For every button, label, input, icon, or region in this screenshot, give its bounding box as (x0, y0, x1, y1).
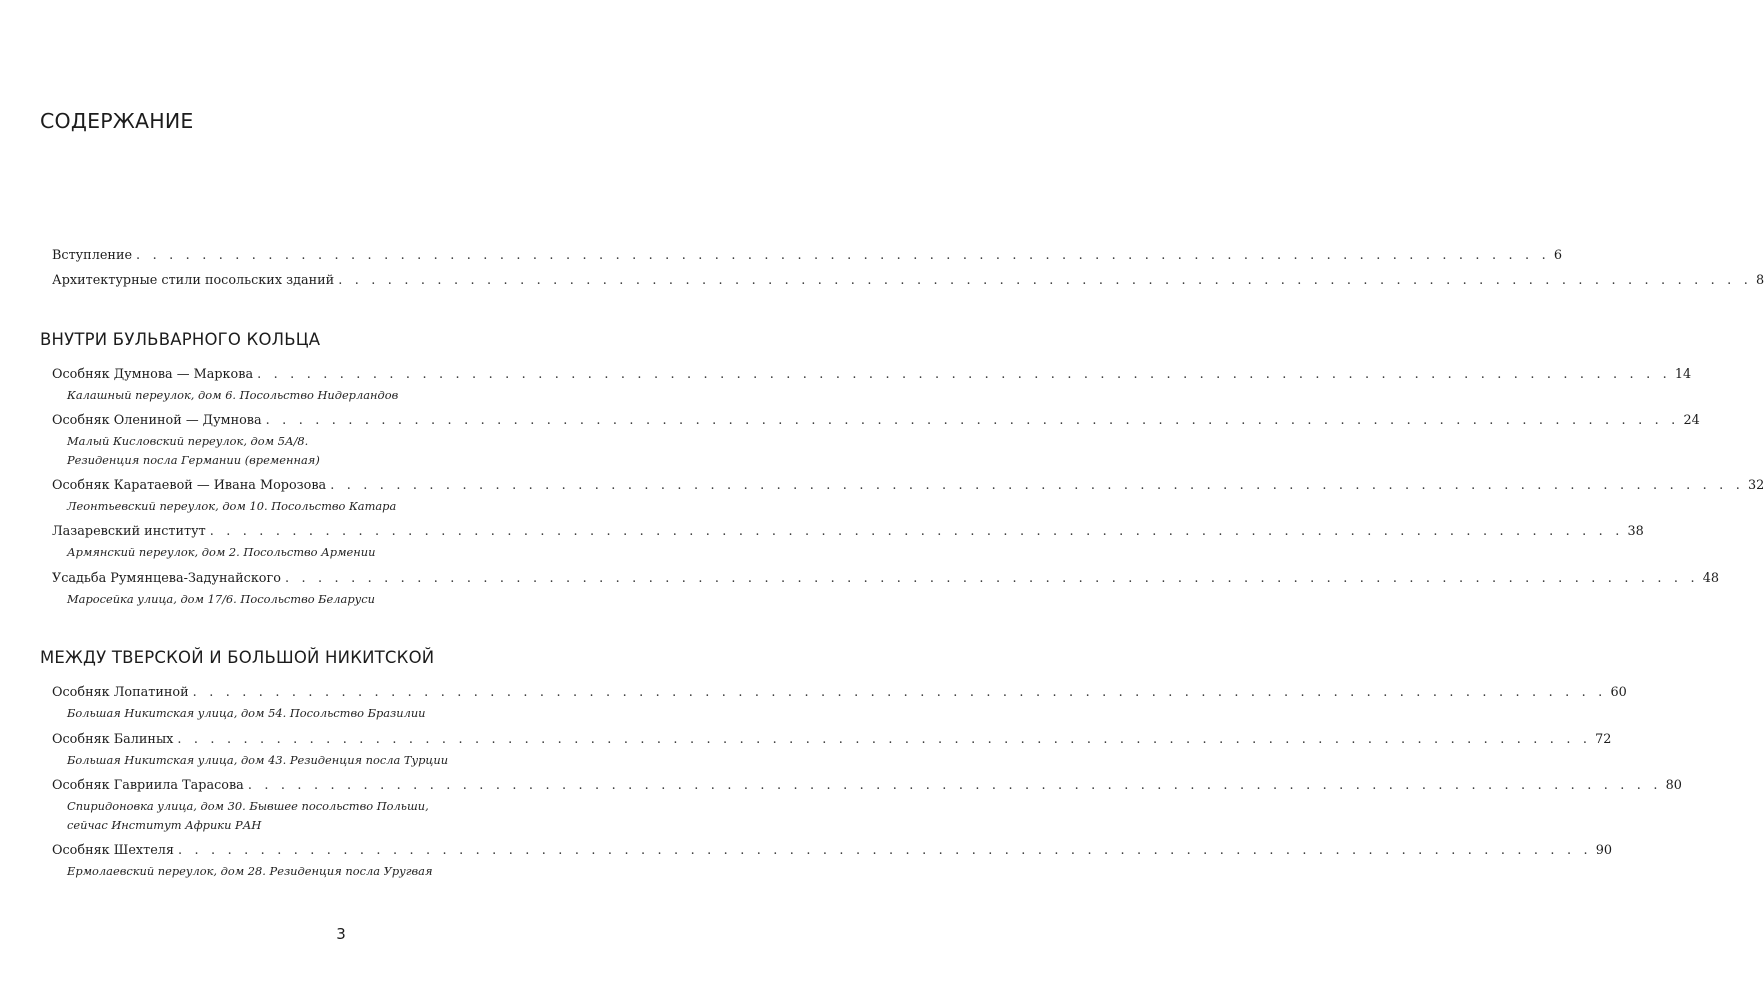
toc-entry-page: 72 (1595, 732, 1612, 747)
toc-leader-dots: . . . . . . . . . . . . . . . . . . . . . . . . . . . . . . . . . . . . . . . . . . . . . . . . . . . . . . . . . . . . . . . . . . . . . . . . . . . . . . . . . . . . . . (136, 248, 1550, 263)
toc-entry[interactable] (52, 524, 1644, 542)
toc-entry-title: Особняк Шехтеля (52, 843, 174, 858)
toc-entry[interactable] (52, 732, 1612, 750)
section-heading: МЕЖДУ ТВЕРСКОЙ И БОЛЬШОЙ НИКИТСКОЙ (40, 648, 435, 667)
page-title: СОДЕРЖАНИЕ (40, 109, 194, 133)
toc-entry-page: 48 (1702, 571, 1720, 586)
toc-entry-title: Особняк Каратаевой — Ивана Морозова (52, 478, 327, 493)
toc-entry-title: Особняк Лопатиной (52, 685, 189, 700)
toc-entry-page: 38 (1627, 524, 1644, 539)
page-number: 3 (336, 925, 346, 943)
toc-entry-title: Лазаревский институт (52, 524, 206, 539)
toc-leader-dots: . . . . . . . . . . . . . . . . . . . . . . . . . . . . . . . . . . . . . . . . . . . . . . . . . . . . . . . . . . . . . . . . . . . . . . . . . . . . . . . . . . . . . . (284, 571, 1699, 586)
toc-entry-title: Особняк Думнова — Маркова (52, 367, 254, 382)
toc-entry-subtitle: Большая Никитская улица, дом 54. Посольство Бразилии (67, 706, 426, 720)
toc-entry-subtitle: Большая Никитская улица, дом 43. Резиденция посла Турции (67, 753, 449, 767)
toc-leader-dots: . . . . . . . . . . . . . . . . . . . . . . . . . . . . . . . . . . . . . . . . . . . . . . . . . . . . . . . . . . . . . . . . . . . . . . . . . . . . . . . . . . . . . . (338, 273, 1752, 288)
toc-entry-title: Особняк Гавриила Тарасова (52, 778, 244, 793)
toc-entry-page: 90 (1595, 843, 1613, 858)
toc-entry-subtitle: Резиденция посла Германии (временная) (67, 453, 320, 467)
toc-entry-title: Особняк Олениной — Думнова (52, 413, 262, 428)
toc-entry-page: 14 (1674, 367, 1692, 382)
toc-leader-dots: . . . . . . . . . . . . . . . . . . . . . . . . . . . . . . . . . . . . . . . . . . . . . . . . . . . . . . . . . . . . . . . . . . . . . . . . . . . . . . . . . . . . . . (209, 524, 1624, 539)
toc-entry-intro[interactable] (52, 248, 1562, 266)
toc-entry-page: 80 (1665, 778, 1682, 793)
toc-entry-styles[interactable] (52, 273, 1764, 291)
toc-entry-subtitle: Калашный переулок, дом 6. Посольство Нидерландов (67, 388, 399, 402)
toc-leader-dots: . . . . . . . . . . . . . . . . . . . . . . . . . . . . . . . . . . . . . . . . . . . . . . . . . . . . . . . . . . . . . . . . . . . . . . . . . . . . . . . . . . . . . . (330, 478, 1744, 493)
toc-entry[interactable] (52, 478, 1764, 496)
toc-entry-subtitle: Спиридоновка улица, дом 30. Бывшее посольство Польши, (67, 799, 429, 813)
toc-entry-subtitle: Малый Кисловский переулок, дом 5А/8. (67, 434, 309, 448)
toc-entry-title: Архитектурные стили посольских зданий (52, 273, 335, 288)
toc-entry[interactable] (52, 367, 1692, 385)
toc-entry-subtitle: Маросейка улица, дом 17/6. Посольство Беларуси (67, 592, 375, 606)
toc-entry-page: 24 (1683, 413, 1700, 428)
toc-entry-subtitle: Армянский переулок, дом 2. Посольство Армении (67, 545, 376, 559)
toc-entry-subtitle: Ермолаевский переулок, дом 28. Резиденция посла Уругвая (67, 864, 433, 878)
section-heading: ВНУТРИ БУЛЬВАРНОГО КОЛЬЦА (40, 330, 321, 349)
toc-entry-page: 8 (1756, 273, 1764, 288)
toc-entry-page: 60 (1610, 685, 1627, 700)
toc-entry-title: Усадьба Румянцева-Задунайского (52, 571, 281, 586)
toc-leader-dots: . . . . . . . . . . . . . . . . . . . . . . . . . . . . . . . . . . . . . . . . . . . . . . . . . . . . . . . . . . . . . . . . . . . . . . . . . . . . . . . . . . . . . . (192, 685, 1607, 700)
toc-leader-dots: . . . . . . . . . . . . . . . . . . . . . . . . . . . . . . . . . . . . . . . . . . . . . . . . . . . . . . . . . . . . . . . . . . . . . . . . . . . . . . . . . . . . . . (265, 413, 1680, 428)
toc-entry-title: Особняк Балиных (52, 732, 174, 747)
toc-entry[interactable] (52, 571, 1720, 589)
toc-entry[interactable] (52, 413, 1700, 431)
toc-entry[interactable] (52, 778, 1682, 796)
toc-leader-dots: . . . . . . . . . . . . . . . . . . . . . . . . . . . . . . . . . . . . . . . . . . . . . . . . . . . . . . . . . . . . . . . . . . . . . . . . . . . . . . . . . . . . . . (257, 367, 1671, 382)
toc-entry-page: 6 (1553, 248, 1562, 263)
toc-leader-dots: . . . . . . . . . . . . . . . . . . . . . . . . . . . . . . . . . . . . . . . . . . . . . . . . . . . . . . . . . . . . . . . . . . . . . . . . . . . . . . . . . . . . . . (247, 778, 1662, 793)
toc-entry-subtitle: Леонтьевский переулок, дом 10. Посольство Катара (67, 499, 397, 513)
toc-entry-subtitle: сейчас Институт Африки РАН (67, 818, 262, 832)
toc-entry[interactable] (52, 685, 1627, 703)
toc-entry[interactable] (52, 843, 1613, 861)
toc-leader-dots: . . . . . . . . . . . . . . . . . . . . . . . . . . . . . . . . . . . . . . . . . . . . . . . . . . . . . . . . . . . . . . . . . . . . . . . . . . . . . . . . . . . . . . (177, 843, 1592, 858)
toc-leader-dots: . . . . . . . . . . . . . . . . . . . . . . . . . . . . . . . . . . . . . . . . . . . . . . . . . . . . . . . . . . . . . . . . . . . . . . . . . . . . . . . . . . . . . . (177, 732, 1592, 747)
toc-entry-title: Вступление (52, 248, 133, 263)
toc-entry-page: 32 (1747, 478, 1764, 493)
